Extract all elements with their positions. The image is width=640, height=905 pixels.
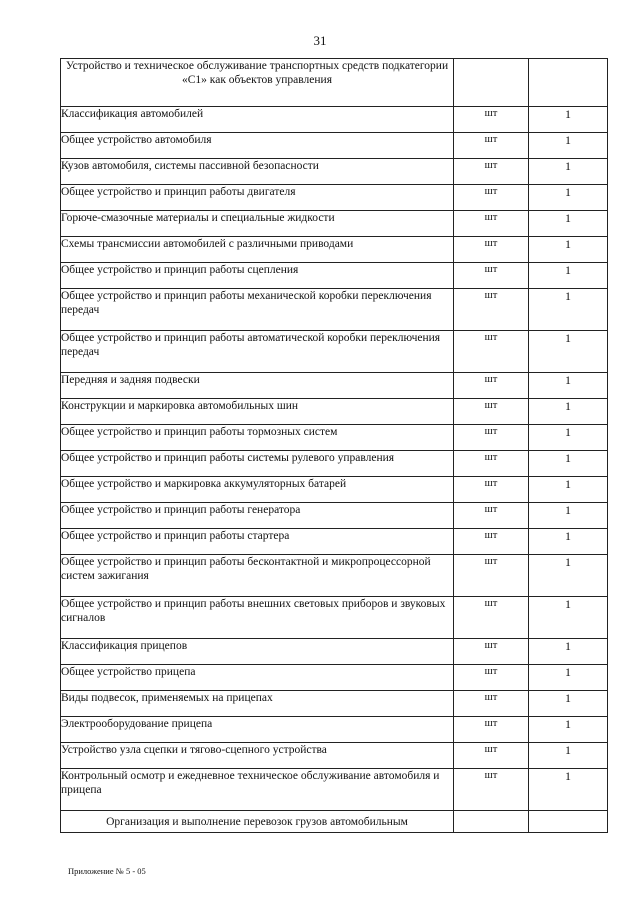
table-row [61, 769, 608, 811]
page-number: 31 [313, 33, 327, 48]
item-name: Виды подвесок, применяемых на прицепах [61, 691, 454, 717]
item-unit: шт [454, 665, 529, 691]
item-unit: шт [454, 743, 529, 769]
item-name: Классификация автомобилей [61, 107, 454, 133]
item-unit: шт [454, 289, 529, 331]
footer-note: Приложение № 5 - 05 [68, 866, 146, 876]
item-unit: шт [454, 237, 529, 263]
table-row [61, 639, 608, 665]
item-unit: шт [454, 211, 529, 237]
item-quantity: 1 [529, 237, 608, 263]
table-row [61, 331, 608, 373]
item-unit: шт [454, 451, 529, 477]
item-unit: шт [454, 477, 529, 503]
equipment-table [60, 58, 608, 833]
item-unit: шт [454, 717, 529, 743]
item-name: Общее устройство и принцип работы бесконтактной и микропроцессорной систем зажигания [61, 555, 454, 597]
next-section-title: Организация и выполнение перевозок грузов автомобильным [61, 811, 454, 833]
table-row [61, 717, 608, 743]
table-row [61, 399, 608, 425]
item-quantity: 1 [529, 263, 608, 289]
table-row [61, 529, 608, 555]
item-name: Общее устройство и принцип работы автоматической коробки переключения передач [61, 331, 454, 373]
table-row [61, 373, 608, 399]
table-row [61, 289, 608, 331]
item-name: Общее устройство и принцип работы сцепления [61, 263, 454, 289]
item-name: Общее устройство и принцип работы системы рулевого управления [61, 451, 454, 477]
item-quantity: 1 [529, 597, 608, 639]
item-quantity: 1 [529, 107, 608, 133]
table-row [61, 743, 608, 769]
item-name: Общее устройство и маркировка аккумуляторных батарей [61, 477, 454, 503]
item-quantity: 1 [529, 743, 608, 769]
item-unit: шт [454, 503, 529, 529]
item-quantity: 1 [529, 477, 608, 503]
item-name: Общее устройство и принцип работы двигателя [61, 185, 454, 211]
item-quantity: 1 [529, 185, 608, 211]
item-unit: шт [454, 769, 529, 811]
item-quantity: 1 [529, 639, 608, 665]
table-row [61, 477, 608, 503]
item-name: Общее устройство прицепа [61, 665, 454, 691]
item-quantity: 1 [529, 529, 608, 555]
item-name: Кузов автомобиля, системы пассивной безопасности [61, 159, 454, 185]
item-quantity: 1 [529, 555, 608, 597]
item-quantity: 1 [529, 399, 608, 425]
item-unit: шт [454, 555, 529, 597]
item-name: Устройство узла сцепки и тягово-сцепного устройства [61, 743, 454, 769]
empty-qty-cell [529, 811, 608, 833]
section-header-row [61, 59, 608, 107]
table-row [61, 425, 608, 451]
item-quantity: 1 [529, 133, 608, 159]
section-title: Устройство и техническое обслуживание транспортных средств подкатегории «С1» как объектов управления [61, 59, 454, 107]
table-row [61, 185, 608, 211]
item-unit: шт [454, 639, 529, 665]
item-unit: шт [454, 159, 529, 185]
item-unit: шт [454, 331, 529, 373]
table-row [61, 263, 608, 289]
item-name: Общее устройство и принцип работы внешних световых приборов и звуковых сигналов [61, 597, 454, 639]
item-quantity: 1 [529, 665, 608, 691]
item-name: Передняя и задняя подвески [61, 373, 454, 399]
empty-unit-cell [454, 59, 529, 107]
item-name: Схемы трансмиссии автомобилей с различными приводами [61, 237, 454, 263]
item-quantity: 1 [529, 769, 608, 811]
item-unit: шт [454, 597, 529, 639]
item-name: Конструкции и маркировка автомобильных шин [61, 399, 454, 425]
empty-unit-cell [454, 811, 529, 833]
item-unit: шт [454, 133, 529, 159]
item-unit: шт [454, 373, 529, 399]
item-quantity: 1 [529, 691, 608, 717]
item-unit: шт [454, 399, 529, 425]
item-name: Общее устройство и принцип работы механической коробки переключения передач [61, 289, 454, 331]
table-row [61, 133, 608, 159]
item-name: Общее устройство и принцип работы тормозных систем [61, 425, 454, 451]
item-name: Контрольный осмотр и ежедневное техническое обслуживание автомобиля и прицепа [61, 769, 454, 811]
table-row [61, 237, 608, 263]
table-row [61, 107, 608, 133]
table-row [61, 159, 608, 185]
table-row [61, 211, 608, 237]
item-name: Классификация прицепов [61, 639, 454, 665]
table-row [61, 691, 608, 717]
item-name: Горюче-смазочные материалы и специальные жидкости [61, 211, 454, 237]
item-quantity: 1 [529, 331, 608, 373]
table-row [61, 555, 608, 597]
table-row [61, 597, 608, 639]
item-unit: шт [454, 107, 529, 133]
item-quantity: 1 [529, 159, 608, 185]
item-quantity: 1 [529, 717, 608, 743]
item-unit: шт [454, 691, 529, 717]
item-name: Общее устройство и принцип работы генератора [61, 503, 454, 529]
table-row [61, 665, 608, 691]
table-row [61, 451, 608, 477]
item-unit: шт [454, 425, 529, 451]
item-quantity: 1 [529, 503, 608, 529]
item-unit: шт [454, 185, 529, 211]
table-row [61, 503, 608, 529]
item-quantity: 1 [529, 425, 608, 451]
item-unit: шт [454, 529, 529, 555]
item-quantity: 1 [529, 211, 608, 237]
item-quantity: 1 [529, 451, 608, 477]
item-quantity: 1 [529, 373, 608, 399]
item-quantity: 1 [529, 289, 608, 331]
item-name: Общее устройство и принцип работы стартера [61, 529, 454, 555]
empty-qty-cell [529, 59, 608, 107]
item-unit: шт [454, 263, 529, 289]
item-name: Общее устройство автомобиля [61, 133, 454, 159]
section-footer-row [61, 811, 608, 833]
item-name: Электрооборудование прицепа [61, 717, 454, 743]
